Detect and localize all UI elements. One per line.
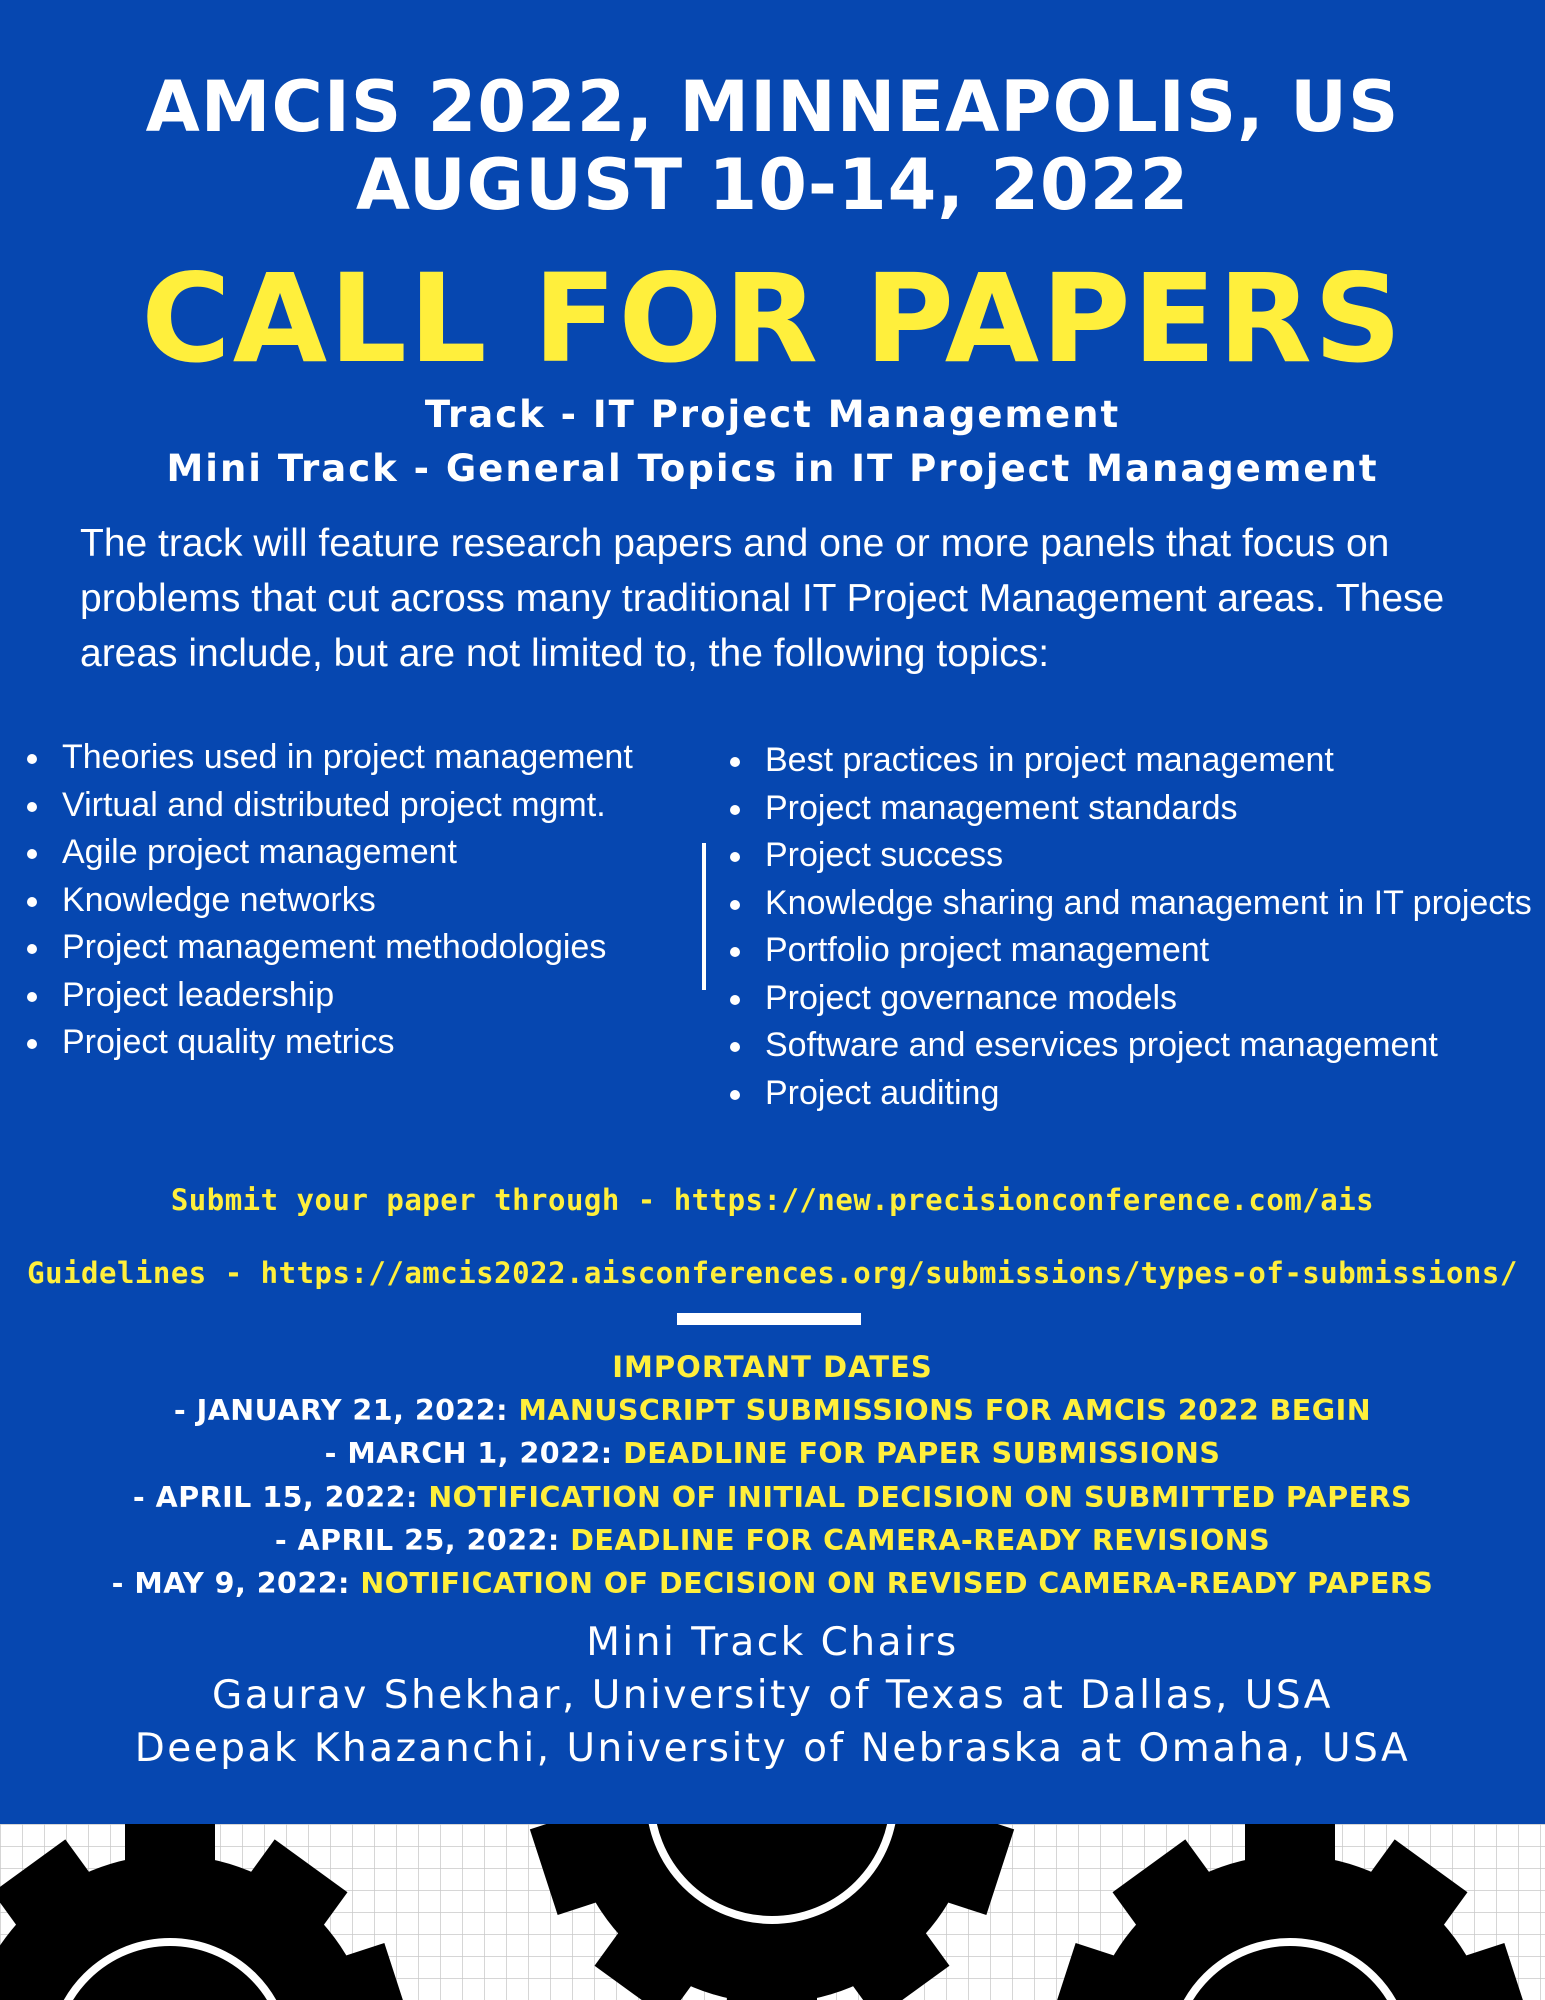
date-description: MANUSCRIPT SUBMISSIONS FOR AMCIS 2022 BEGIN	[508, 1394, 1372, 1427]
conference-title	[0, 68, 1545, 224]
date-label: - MARCH 1, 2022:	[324, 1437, 613, 1471]
list-item: Knowledge networks	[22, 877, 633, 925]
list-item: Project governance models	[725, 975, 1532, 1023]
date-item	[0, 1519, 1545, 1562]
list-item: Project management standards	[725, 785, 1532, 833]
list-item: Project auditing	[725, 1070, 1532, 1118]
list-item: Project management methodologies	[22, 924, 633, 972]
date-label: - JANUARY 21, 2022:	[173, 1394, 509, 1427]
list-item: Project leadership	[22, 972, 633, 1020]
column-divider	[702, 843, 706, 990]
list-item: Portfolio project management	[725, 927, 1532, 975]
list-item: Knowledge sharing and management in IT projects	[725, 880, 1532, 928]
track-info	[0, 388, 1545, 496]
date-item	[0, 1432, 1545, 1475]
list-item: Best practices in project management	[725, 737, 1532, 785]
date-label: - APRIL 15, 2022:	[132, 1480, 418, 1514]
list-item: Software and eservices project management	[725, 1022, 1532, 1070]
topics-list-right	[725, 737, 1532, 1117]
conference-location: AMCIS 2022, MINNEAPOLIS, US	[145, 66, 1400, 148]
date-label: - MAY 9, 2022:	[111, 1567, 350, 1601]
list-item: Project quality metrics	[22, 1019, 633, 1067]
date-description: NOTIFICATION OF DECISION ON REVISED CAMERA-READY PAPERS	[349, 1567, 1434, 1601]
topics-list-left	[22, 734, 633, 1067]
gear-decoration	[0, 1824, 1545, 2000]
date-description: NOTIFICATION OF INITIAL DECISION ON SUBMITTED PAPERS	[417, 1480, 1413, 1514]
conference-dates: AUGUST 10-14, 2022	[355, 144, 1190, 226]
list-item: Project success	[725, 832, 1532, 880]
list-item: Virtual and distributed project mgmt.	[22, 782, 633, 830]
track-name: Track - IT Project Management	[424, 393, 1121, 436]
chair-name: Gaurav Shekhar, University of Texas at Dallas, USA	[212, 1673, 1333, 1718]
date-description: DEADLINE FOR CAMERA-READY REVISIONS	[559, 1523, 1271, 1557]
date-item	[0, 1476, 1545, 1519]
intro-paragraph: The track will feature research papers and one or more panels that focus on problems that cut across many traditional IT Project Management areas. These areas include, but are not limited to, the following topics:	[80, 522, 1445, 675]
chair-name: Deepak Khazanchi, University of Nebraska at Omaha, USA	[134, 1726, 1411, 1771]
list-item: Agile project management	[22, 829, 633, 877]
important-dates-heading: IMPORTANT DATES	[612, 1350, 933, 1384]
call-for-papers-heading: CALL FOR PAPERS	[141, 248, 1404, 390]
mini-track-name: Mini Track - General Topics in IT Project Management	[166, 447, 1379, 490]
date-description: DEADLINE FOR PAPER SUBMISSIONS	[612, 1437, 1221, 1471]
date-label: - APRIL 25, 2022:	[274, 1523, 560, 1557]
date-item	[0, 1562, 1545, 1605]
list-item: Theories used in project management	[22, 734, 633, 782]
important-dates-list	[0, 1389, 1545, 1605]
guidelines-link[interactable]: Guidelines - https://amcis2022.aisconferences.org/submissions/types-of-submissions/	[27, 1256, 1518, 1290]
date-item	[0, 1389, 1545, 1432]
chairs-section	[0, 1616, 1545, 1775]
submission-link[interactable]: Submit your paper through - https://new.precisionconference.com/ais	[170, 1183, 1375, 1217]
chairs-heading: Mini Track Chairs	[586, 1620, 959, 1665]
section-divider	[677, 1313, 861, 1325]
